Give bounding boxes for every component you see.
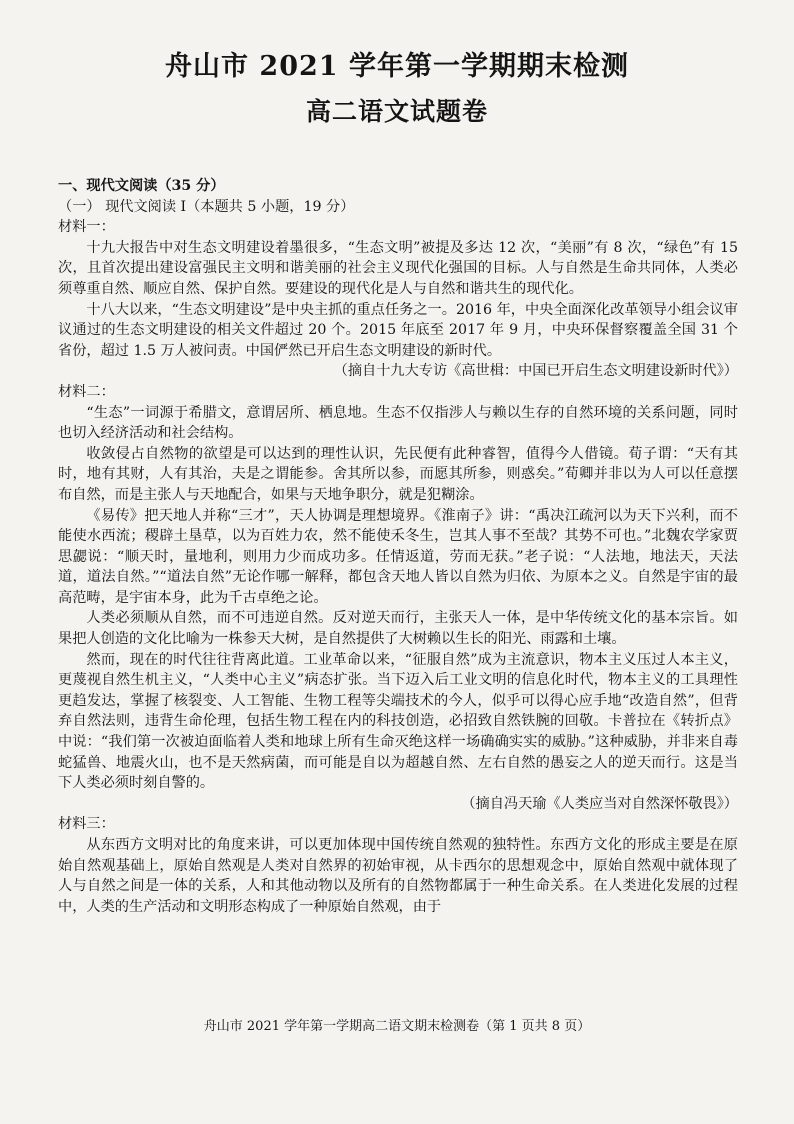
material2-paragraph-2: 收敛侵占自然物的欲望是可以达到的理性认识，先民便有此种睿智，值得今人借镜。荀子谓：“天有其时，地有其财，人有其治，夫是之谓能参。舍其所以参，而愿其所参，则惑矣。”荀卿并非以为人可以任意摆布自然，而是主张人与天地配合，如果与天地争职分，就是犯糊涂。 <box>58 445 738 503</box>
material2-paragraph-4: 人类必须顺从自然，而不可违逆自然。反对逆天而行，主张天人一体，是中华传统文化的基本宗旨。如果把人创造的文化比喻为一株参天大树，是自然提供了大树赖以生长的阳光、雨露和土壤。 <box>58 610 738 648</box>
exam-title: 舟山市 2021 学年第一学期期末检测 <box>165 51 629 82</box>
material2-paragraph-1: “生态”一词源于希腊文，意谓居所、栖息地。生态不仅指涉人与赖以生存的自然环境的关系问题，同时也切入经济活动和社会结构。 <box>58 404 738 442</box>
exam-subtitle: 高二语文试题卷 <box>305 97 488 126</box>
material3-paragraph-1: 从东西方文明对比的角度来讲，可以更加体现中国传统自然观的独特性。东西方文化的形成主要是在原始自然观基础上，原始自然观是人类对自然界的初始审视，从卡西尔的思想观念中，原始自然观中就体现了人与自然之间是一体的关系，人和其他动物以及所有的自然物都属于一种生命关系。在人类进化发展的过程中，人类的生产活动和文明形态构成了一种原始自然观，由于 <box>58 837 738 915</box>
material2-source: （摘自冯天瑜《人类应当对自然深怀敬畏》） <box>461 795 738 812</box>
material2-label: 材料二： <box>58 383 115 400</box>
material1-label: 材料一： <box>58 219 115 236</box>
section-subheading: （一） 现代文阅读 I（本题共 5 小题，19 分） <box>58 198 355 215</box>
material1-source: （摘自十九大专访《高世楫：中国已开启生态文明建设新时代》） <box>333 363 738 380</box>
material2-paragraph-3: 《易传》把天地人并称“三才”，天人协调是理想境界。《淮南子》讲：“禹决江疏河以为天下兴利，而不能使水西流；稷辟土垦草，以为百姓力农，然不能使禾冬生，岂其人事不至哉？其势不可也。”北魏农学家贾思勰说：“顺天时，量地利，则用力少而成功多。任情返道，劳而无获。”老子说：“人法地，地法天，天法道，道法自然。”“道法自然”无论作哪一解释，都包含天地人皆以自然为归依、为原本之义。自然是宇宙的最高范畴，是宇宙本身，此为千古卓绝之论。 <box>58 507 738 606</box>
material1-paragraph-2: 十八大以来，“生态文明建设”是中央主抓的重点任务之一。2016 年，中央全面深化改革领导小组会议审议通过的生态文明建设的相关文件超过 20 个。2015 年底至 2017 年 9 月，中央环保督察覆盖全国 31 个省份，超过 1.5 万人被问责。中国俨然已开启生态文明建设的新时代。 <box>58 301 738 359</box>
material1-paragraph-1: 十九大报告中对生态文明建设着墨很多，“生态文明”被提及多达 12 次，“美丽”有 8 次，“绿色”有 15 次，且首次提出建设富强民主文明和谐美丽的社会主义现代化强国的目标。人与自然是生命共同体，人类必须尊重自然、顺应自然、保护自然。要建设的现代化是人与自然和谐共生的现代化。 <box>58 239 738 297</box>
material3-label: 材料三： <box>58 816 115 833</box>
exam-body <box>58 176 738 917</box>
material2-paragraph-5: 然而，现在的时代往往背离此道。工业革命以来，“征服自然”成为主流意识，物本主义压过人本主义，更蔑视自然生机主义，“人类中心主义”病态扩张。当下迈入后工业文明的信息化时代，物本主义的工具理性更趋发达，掌握了核裂变、人工智能、生物工程等尖端技术的今人，似乎可以得心应手地“改造自然”，但背弃自然法则，违背生命伦理，包括生物工程在内的科技创造，必招致自然铁腕的回敬。卡普拉在《转折点》中说：“我们第一次被迫面临着人类和地球上所有生命灭绝这样一场确确实实的威胁。”这种威胁，并非来自毒蛇猛兽、地震火山，也不是天然病菌，而可能是自以为超越自然、左右自然的愚妄之人的逆天而行。这是当下人类必须时刻自警的。 <box>58 651 738 792</box>
page-footer: 舟山市 2021 学年第一学期高二语文期末检测卷（第 1 页共 8 页） <box>203 1019 591 1034</box>
section-heading: 一、现代文阅读（35 分） <box>58 178 225 194</box>
